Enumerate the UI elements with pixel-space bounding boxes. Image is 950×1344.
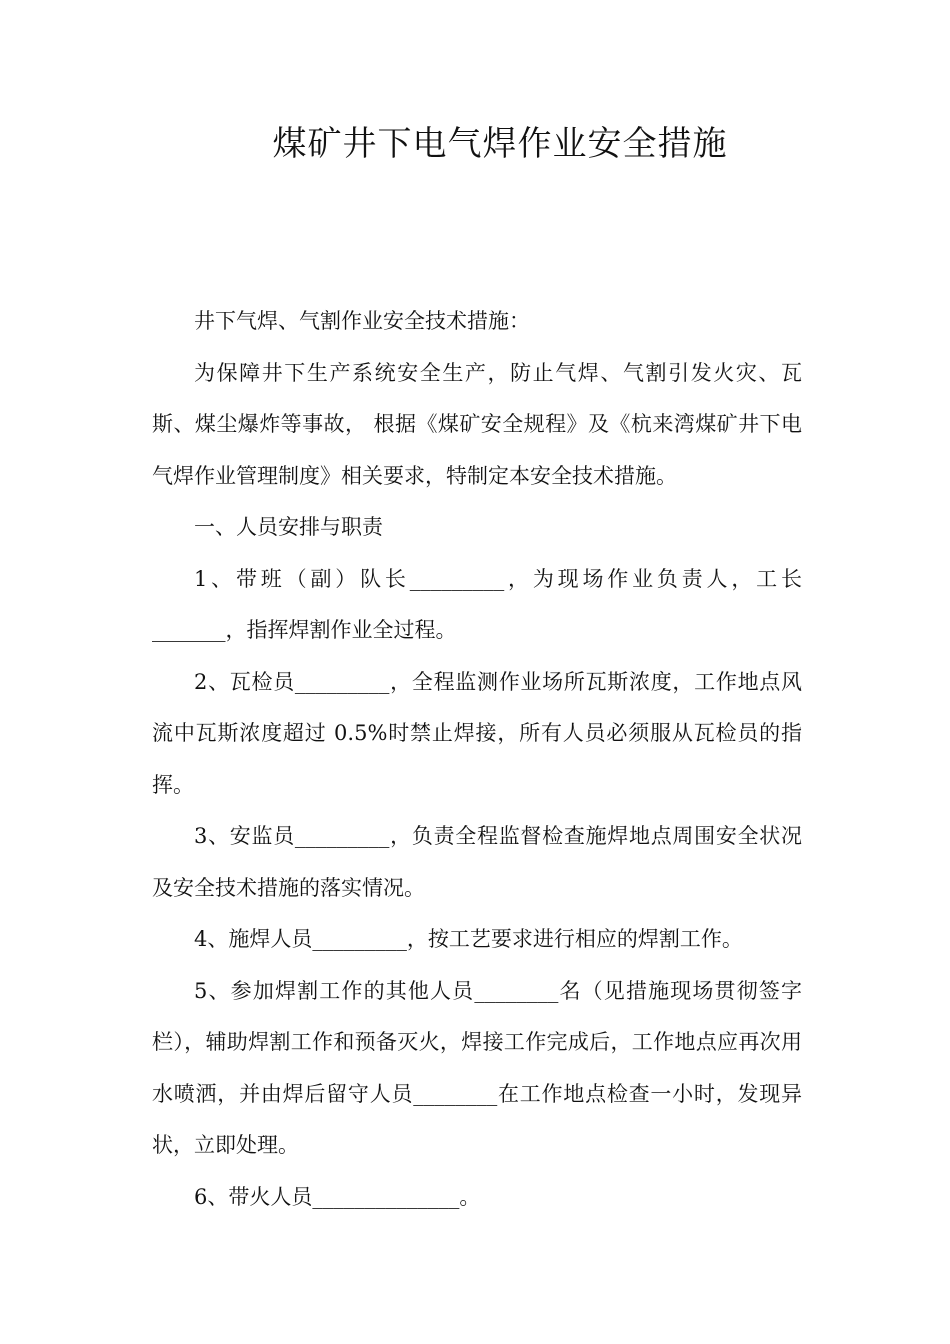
item-6-fire-carrier: 6、带火人员______________。 [194, 1184, 481, 1209]
paragraph-purpose: 为保障井下生产系统安全生产，防止气焊、气割引发火灾、瓦斯、煤尘爆炸等事故， 根据《煤矿安全规程》及《杭来湾煤矿井下电气焊作业管理制度》相关要求，特制定本安全技术措施。 [152, 360, 802, 488]
document-body [152, 296, 802, 1223]
item-3-safety-supervisor: 3、安监员_________，负责全程监督检查施焊地点周围安全状况及安全技术措施的落实情况。 [152, 824, 802, 900]
item-4-welder: 4、施焊人员_________，按工艺要求进行相应的焊割工作。 [194, 927, 743, 951]
document-title: 煤矿井下电气焊作业安全措施 [272, 124, 728, 164]
item-5-other-personnel: 5、参加焊割工作的其他人员________名（见措施现场贯彻签字栏），辅助焊割工作和预备灭火，焊接工作完成后，工作地点应再次用水喷洒，并由焊后留守人员________在工作地点检查一小时，发现异状，立即处理。 [152, 978, 802, 1157]
section-heading-measures: 井下气焊、气割作业安全技术措施： [194, 309, 530, 333]
section-heading-personnel: 一、人员安排与职责 [194, 515, 383, 539]
item-2-gas-inspector: 2、瓦检员_________，全程监测作业场所瓦斯浓度，工作地点风流中瓦斯浓度超过 0.5%时禁止焊接，所有人员必须服从瓦检员的指挥。 [152, 669, 802, 797]
item-1-team-leader: 1、带班（副）队长_________，为现场作业负责人，工长_______，指挥焊割作业全过程。 [152, 566, 802, 642]
